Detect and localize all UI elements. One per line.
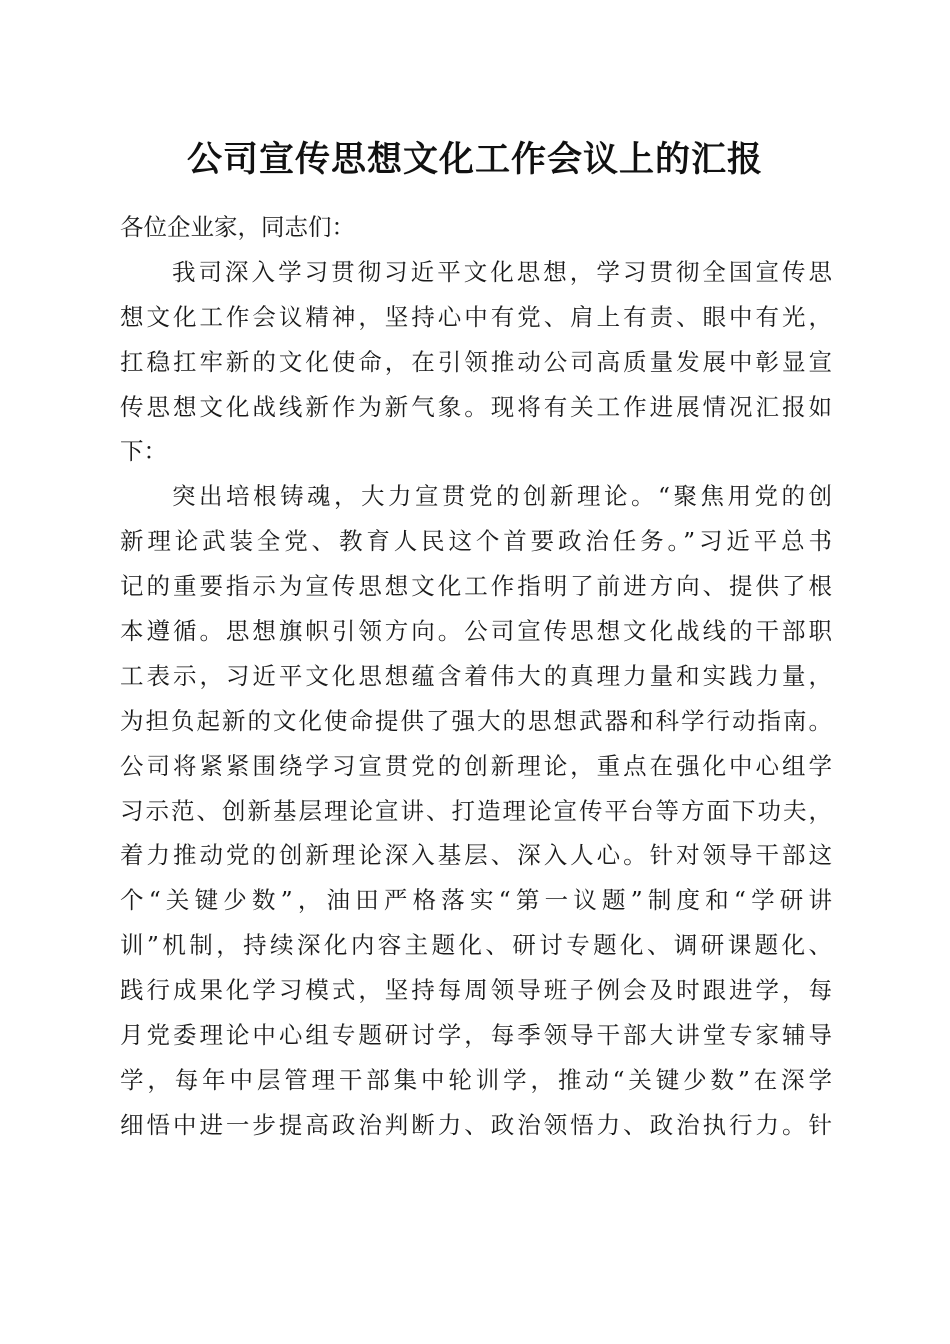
paragraph-line: 传思想文化战线新作为新气象。现将有关工作进展情况汇报如 (120, 392, 832, 421)
paragraph-line: 学，每年中层管理干部集中轮训学，推动“关键少数”在深学 (120, 1065, 832, 1094)
paragraph-line: 想文化工作会议精神，坚持心中有党、肩上有责、眼中有光， (120, 302, 832, 331)
paragraph-line: 我司深入学习贯彻习近平文化思想，学习贯彻全国宣传思 (172, 257, 832, 286)
paragraph-line: 本遵循。思想旗帜引领方向。公司宣传思想文化战线的干部职 (120, 617, 832, 646)
paragraph-2 (120, 474, 832, 1147)
paragraph-line: 践行成果化学习模式，坚持每周领导班子例会及时跟进学，每 (120, 976, 832, 1005)
paragraph-line: 记的重要指示为宣传思想文化工作指明了前进方向、提供了根 (120, 572, 832, 601)
document-title: 公司宣传思想文化工作会议上的汇报 (186, 139, 763, 180)
paragraph-line: 着力推动党的创新理论深入基层、深入人心。针对领导干部这 (120, 841, 832, 870)
paragraph-line: 新理论武装全党、教育人民这个首要政治任务。”习近平总书 (120, 527, 832, 556)
paragraph-line: 习示范、创新基层理论宣讲、打造理论宣传平台等方面下功夫， (120, 796, 832, 825)
paragraph-line: 下： (120, 437, 167, 466)
document-body (120, 205, 832, 1148)
paragraph-line: 月党委理论中心组专题研讨学，每季领导干部大讲堂专家辅导 (120, 1021, 832, 1050)
salutation: 各位企业家，同志们： (120, 213, 355, 241)
paragraph-line: 训”机制，持续深化内容主题化、研讨专题化、调研课题化、 (120, 931, 832, 960)
paragraph-line: 个“关键少数”，油田严格落实“第一议题”制度和“学研讲 (120, 886, 832, 915)
paragraph-line: 突出培根铸魂，大力宣贯党的创新理论。“聚焦用党的创 (172, 482, 832, 511)
paragraph-line: 细悟中进一步提高政治判断力、政治领悟力、政治执行力。针 (120, 1110, 832, 1139)
paragraph-1 (120, 250, 832, 474)
paragraph-line: 扛稳扛牢新的文化使命，在引领推动公司高质量发展中彰显宣 (120, 347, 832, 376)
paragraph-line: 公司将紧紧围绕学习宣贯党的创新理论，重点在强化中心组学 (120, 751, 832, 780)
paragraph-line: 工表示，习近平文化思想蕴含着伟大的真理力量和实践力量， (120, 661, 832, 690)
paragraph-line: 为担负起新的文化使命提供了强大的思想武器和科学行动指南。 (120, 706, 832, 735)
